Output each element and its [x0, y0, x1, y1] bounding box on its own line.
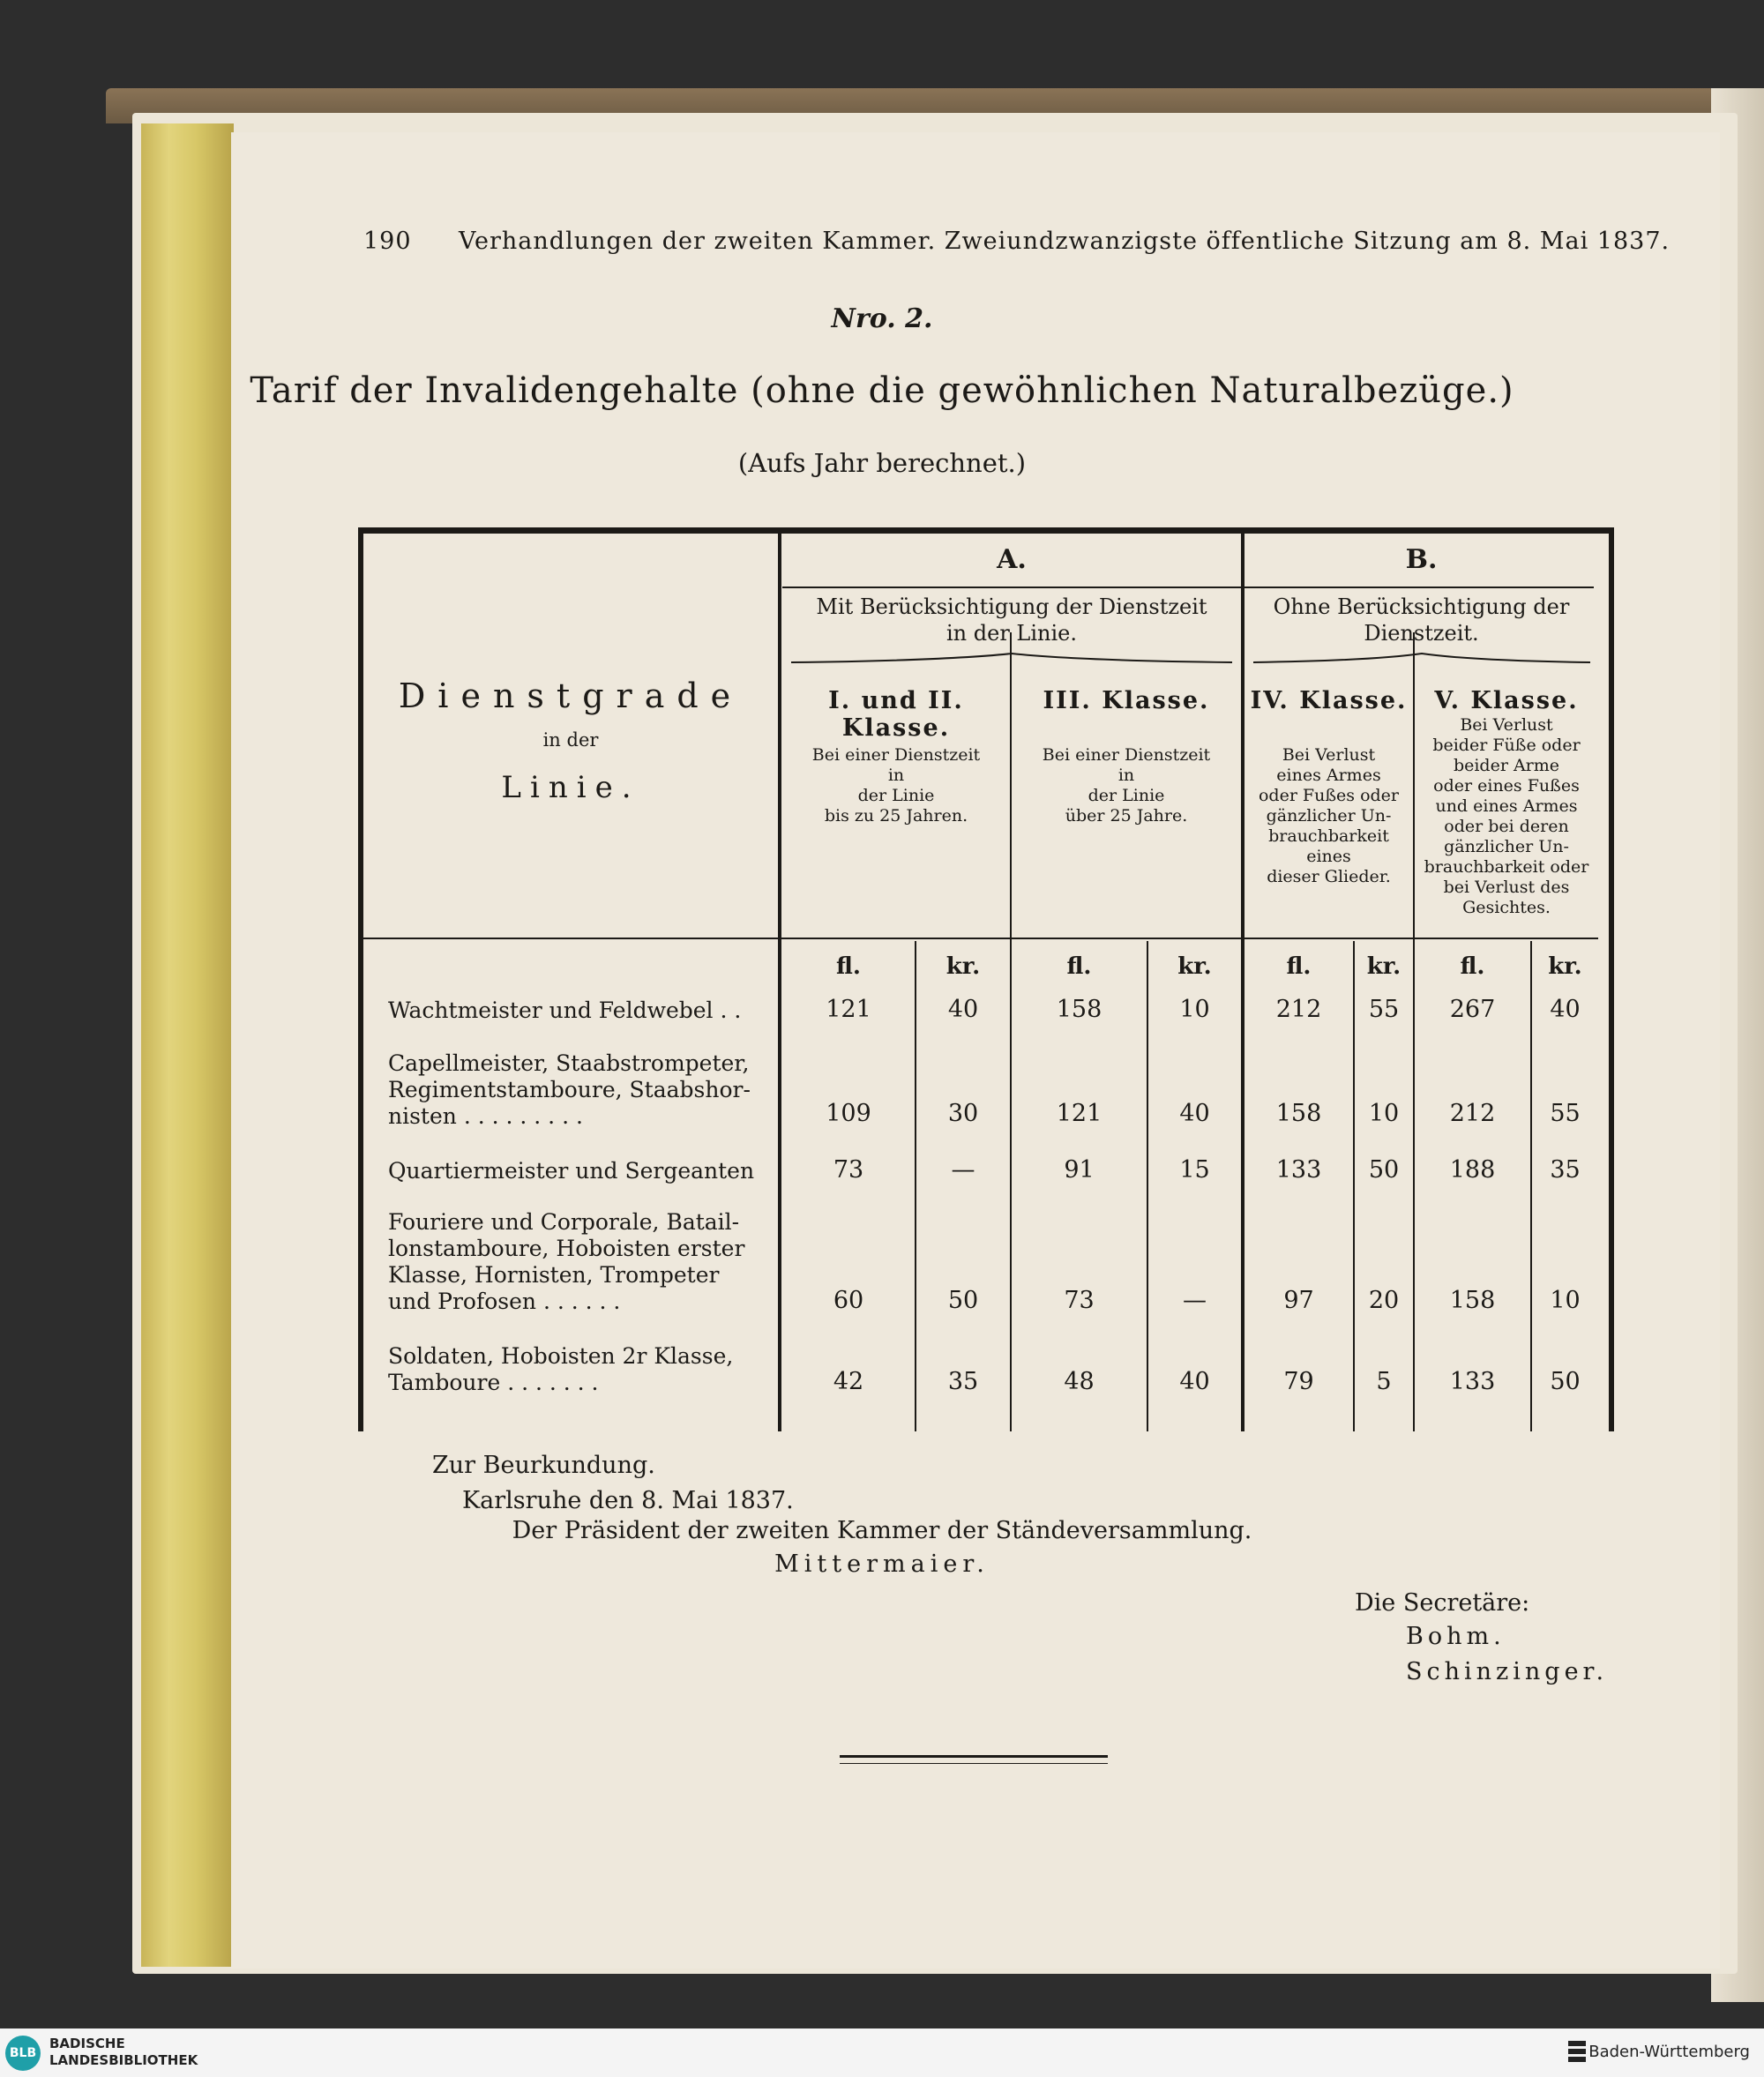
table-cell: 10 — [1179, 996, 1210, 1023]
row-label-quartiermeister: Quartiermeister und Sergeanten — [388, 1158, 755, 1184]
group-a-brace — [787, 645, 1237, 671]
table-cell: 40 — [947, 996, 979, 1023]
state-label: Baden-Württemberg — [1588, 2043, 1750, 2061]
table-cell: 188 — [1449, 1156, 1496, 1184]
table-cell: — — [1183, 1287, 1207, 1314]
group-a-caption: Mit Berücksichtigung der Dienstzeit in der Linie. — [816, 594, 1207, 646]
table-cell: 35 — [947, 1368, 979, 1395]
group-b-caption: Ohne Berücksichtigung der Dienstzeit. — [1273, 594, 1570, 646]
class-4-description: Bei Verlust eines Armes oder Fußes oder gänzlicher Un- brauchbarkeit eines dieser Glieder. — [1258, 745, 1400, 886]
table-cell: 20 — [1368, 1287, 1400, 1314]
blb-logo-icon: BLB — [5, 2036, 41, 2071]
col-divider-labels — [778, 534, 781, 1431]
group-b-letter: B. — [1405, 544, 1438, 575]
attestation: Zur Beurkundung. — [432, 1452, 655, 1479]
page-subtitle: (Aufs Jahr berechnet.) — [737, 448, 1027, 478]
page-number: 190 — [363, 228, 412, 255]
row-header-linie: Linie. — [501, 770, 640, 805]
unit-header: kr. — [1366, 953, 1401, 980]
row-label-fouriere: Fouriere und Corporale, Batail- lonstamboure, Hoboisten erster Klasse, Hornisten, Trompeter und Profosen . . . . . . — [388, 1209, 745, 1314]
class-5-heading: V. Klasse. — [1434, 687, 1579, 714]
table-cell: 40 — [1550, 996, 1581, 1023]
table-cell: 97 — [1283, 1287, 1314, 1314]
unit-header: kr. — [1177, 953, 1212, 980]
secretary-bohm: Bohm. — [1406, 1623, 1506, 1650]
table-cell: 73 — [1064, 1287, 1095, 1314]
table-cell: 79 — [1283, 1368, 1314, 1395]
table-cell: 50 — [1368, 1156, 1400, 1184]
class-1-2-heading: I. und II. Klasse. — [828, 687, 964, 742]
table-cell: 121 — [826, 996, 871, 1023]
secretaries-title: Die Secretäre: — [1355, 1589, 1530, 1617]
table-cell: 10 — [1550, 1287, 1581, 1314]
table-cell: 40 — [1179, 1100, 1210, 1127]
class-3-heading: III. Klasse. — [1043, 687, 1210, 714]
table-cell: 60 — [833, 1287, 864, 1314]
baden-wuerttemberg-crest-icon — [1566, 2039, 1588, 2066]
table-cell: 50 — [947, 1287, 979, 1314]
row-label-capellmeister: Capellmeister, Staabstrompeter, Regimentstamboure, Staabshor- nisten . . . . . . . . . — [388, 1050, 751, 1129]
table-cell: 133 — [1449, 1368, 1496, 1395]
table-cell: 73 — [833, 1156, 864, 1184]
table-cell: 30 — [947, 1100, 979, 1127]
class-4-heading: IV. Klasse. — [1250, 687, 1408, 714]
viewer-footer — [0, 2028, 1764, 2077]
closing-rule — [840, 1755, 1108, 1764]
table-cell: 50 — [1550, 1368, 1581, 1395]
header-rule — [363, 938, 1598, 939]
table-cell: 40 — [1179, 1368, 1210, 1395]
table-cell: 5 — [1376, 1368, 1392, 1395]
row-label-soldaten: Soldaten, Hoboisten 2r Klasse, Tamboure . . . . . . . — [388, 1343, 734, 1395]
unit-header: fl. — [1286, 953, 1312, 980]
class-3-description: Bei einer Dienstzeit in der Linie über 25 Jahre. — [1042, 745, 1211, 826]
place-date: Karlsruhe den 8. Mai 1837. — [462, 1487, 794, 1514]
table-cell: 15 — [1179, 1156, 1210, 1184]
unit-header: fl. — [1066, 953, 1092, 980]
document-number: Nro. 2. — [831, 303, 933, 334]
table-cell: 267 — [1449, 996, 1496, 1023]
table-cell: 158 — [1449, 1287, 1496, 1314]
group-rule — [782, 586, 1594, 588]
unit-header: fl. — [836, 953, 861, 980]
library-name: BADISCHE LANDESBIBLIOTHEK — [49, 2036, 198, 2068]
table-cell: 158 — [1056, 996, 1102, 1023]
table-cell: — — [951, 1156, 975, 1184]
row-header-in-der: in der — [542, 729, 599, 751]
table-cell: 42 — [833, 1368, 864, 1395]
unit-header: fl. — [1460, 953, 1485, 980]
table-cell: 158 — [1275, 1100, 1322, 1127]
table-cell: 212 — [1449, 1100, 1496, 1127]
class-5-description: Bei Verlust beider Füße oder beider Arme oder eines Fußes und eines Armes oder bei deren gänzlicher Un- brauchbarkeit oder bei Verlust des Gesichtes. — [1424, 715, 1589, 917]
table-cell: 10 — [1368, 1100, 1400, 1127]
table-cell: 133 — [1275, 1156, 1322, 1184]
table-cell: 91 — [1064, 1156, 1095, 1184]
running-head-text: Verhandlungen der zweiten Kammer. Zweiundzwanzigste öffentliche Sitzung am 8. Mai 1837. — [459, 228, 1671, 255]
table-cell: 109 — [826, 1100, 871, 1127]
table-cell: 212 — [1275, 996, 1322, 1023]
unit-header: kr. — [1548, 953, 1582, 980]
group-b-brace — [1249, 645, 1595, 671]
row-header-dienstgrade: Dienstgrade — [398, 676, 744, 715]
table-cell: 48 — [1064, 1368, 1095, 1395]
group-a-letter: A. — [997, 544, 1027, 575]
president-name: Mittermaier. — [774, 1550, 990, 1578]
table-cell: 55 — [1550, 1100, 1581, 1127]
table-cell: 55 — [1368, 996, 1400, 1023]
table-cell: 35 — [1550, 1156, 1581, 1184]
page-title: Tarif der Invalidengehalte (ohne die gewöhnlichen Naturalbezüge.) — [250, 370, 1514, 411]
row-label-wachtmeister: Wachtmeister und Feldwebel . . — [388, 997, 742, 1023]
unit-header: kr. — [946, 953, 981, 980]
table-cell: 121 — [1056, 1100, 1102, 1127]
class-1-2-description: Bei einer Dienstzeit in der Linie bis zu 25 Jahren. — [811, 745, 981, 826]
president-title: Der Präsident der zweiten Kammer der Ständeversammlung. — [512, 1517, 1252, 1544]
secretary-schinzinger: Schinzinger. — [1406, 1658, 1609, 1685]
tariff-table — [358, 527, 1614, 1431]
